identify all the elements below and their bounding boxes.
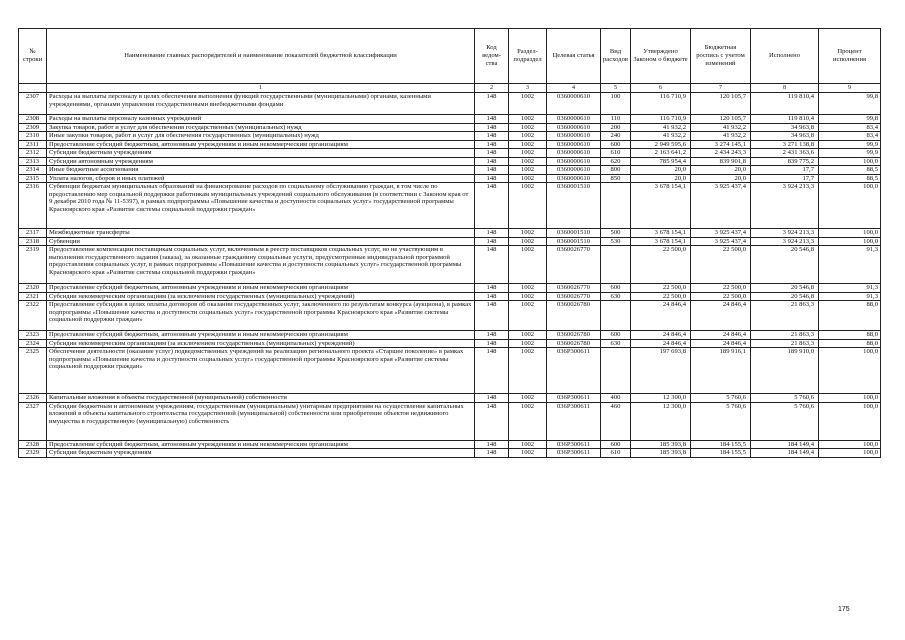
row-exp-type: 460 [601,402,631,440]
row-name: Субсидии автономным учреждениям [47,157,475,166]
row-number: 2308 [19,115,47,124]
row-percent: 91,3 [819,284,881,293]
header-budget-list: Бюджетная роспись с учетом изменений [691,29,751,84]
row-percent: 83,4 [819,123,881,132]
row-percent: 99,9 [819,149,881,158]
row-executed: 20 546,8 [751,284,819,293]
row-number: 2314 [19,166,47,175]
row-approved: 785 954,4 [631,157,691,166]
row-percent: 100,0 [819,348,881,394]
row-executed: 184 149,4 [751,440,819,449]
column-number: 2 [475,84,509,93]
row-name: Межбюджетные трансферты [47,229,475,238]
row-dept-code: 148 [475,174,509,183]
row-number: 2310 [19,132,47,141]
row-target: 036P300611 [547,394,601,403]
table-row [19,140,881,149]
header-executed: Исполнено [751,29,819,84]
row-percent: 100,0 [819,449,881,458]
row-section: 1002 [509,348,547,394]
table-row [19,284,881,293]
row-budget-list: 839 901,8 [691,157,751,166]
row-budget-list: 3 925 437,4 [691,229,751,238]
row-exp-type: 110 [601,115,631,124]
row-target: 0360026780 [547,331,601,340]
row-dept-code: 148 [475,93,509,115]
row-number: 2322 [19,301,47,331]
row-exp-type: 620 [601,157,631,166]
row-exp-type: 530 [601,237,631,246]
row-dept-code: 148 [475,292,509,301]
row-budget-list: 120 105,7 [691,115,751,124]
row-dept-code: 148 [475,166,509,175]
row-executed: 3 924 213,3 [751,183,819,229]
row-percent: 88,0 [819,339,881,348]
row-name: Субсидии некоммерческим организациям (за исключением государственных (муниципальных) учреждений) [47,292,475,301]
column-number: 9 [819,84,881,93]
table-row [19,246,881,284]
row-dept-code: 148 [475,440,509,449]
row-number: 2316 [19,183,47,229]
header-name: Наименование главных распорядителей и наименование показателей бюджетной классификации [47,29,475,84]
row-target: 0360000610 [547,132,601,141]
table-row [19,93,881,115]
row-section: 1002 [509,440,547,449]
row-number: 2328 [19,440,47,449]
row-budget-list: 3 274 145,1 [691,140,751,149]
row-dept-code: 148 [475,140,509,149]
header-dept-code: Код ведом-ства [475,29,509,84]
row-section: 1002 [509,174,547,183]
row-dept-code: 148 [475,301,509,331]
row-name: Предоставление субсидий бюджетным, автономным учреждениям и иным некоммерческим организациям [47,440,475,449]
row-percent: 100,0 [819,402,881,440]
row-section: 1002 [509,149,547,158]
table-row [19,301,881,331]
row-target: 0360000610 [547,140,601,149]
row-number: 2323 [19,331,47,340]
column-number: 5 [601,84,631,93]
column-number: 1 [47,84,475,93]
row-name: Субсидии бюджетным учреждениям [47,449,475,458]
row-exp-type [601,246,631,284]
row-target: 0360000610 [547,123,601,132]
row-dept-code: 148 [475,132,509,141]
row-exp-type [601,301,631,331]
row-dept-code: 148 [475,237,509,246]
row-budget-list: 3 925 437,4 [691,237,751,246]
row-budget-list: 22 500,0 [691,284,751,293]
row-percent: 100,0 [819,440,881,449]
row-budget-list: 22 500,0 [691,246,751,284]
row-section: 1002 [509,229,547,238]
row-approved: 12 300,0 [631,394,691,403]
header-percent: Процент исполнения [819,29,881,84]
row-name: Расходы на выплаты персоналу казенных учреждений [47,115,475,124]
row-budget-list: 24 846,4 [691,331,751,340]
row-section: 1002 [509,394,547,403]
page-number: 175 [838,606,850,613]
row-section: 1002 [509,140,547,149]
table-row [19,348,881,394]
row-exp-type [601,183,631,229]
row-section: 1002 [509,331,547,340]
row-dept-code: 148 [475,449,509,458]
row-name: Субсидии бюджетным и автономным учреждениям, государственным (муниципальным) унитарным предприятиям на осуществление капитальных вложений в объекты капитального строительства государственной (муниципальной) собственности или приобретение объектов недвижимого имущества в государственную (муниципальную) собственность [47,402,475,440]
row-budget-list: 3 925 437,4 [691,183,751,229]
row-approved: 3 678 154,1 [631,229,691,238]
row-number: 2321 [19,292,47,301]
header-row-no: № строки [19,29,47,84]
row-dept-code: 148 [475,123,509,132]
row-name: Субсидии бюджетным учреждениям [47,149,475,158]
row-name: Предоставление субсидии в целях оплаты договоров об оказании государственных услуг, заключенного по результатам конкурса (аукциона), в рамках подпрограммы «Повышение качества и доступности социальных услуг» государственной программы Красноярского края «Развитие системы социальной поддержки граждан» [47,301,475,331]
row-budget-list: 2 434 243,3 [691,149,751,158]
row-target: 0360026770 [547,284,601,293]
header-target: Целевая статья [547,29,601,84]
row-target: 0360000610 [547,166,601,175]
row-target: 036P300611 [547,402,601,440]
row-section: 1002 [509,292,547,301]
row-budget-list: 20,0 [691,174,751,183]
row-percent: 88,0 [819,331,881,340]
row-budget-list: 24 846,4 [691,339,751,348]
row-name: Предоставление компенсации поставщикам социальных услуг, включенным в реестр поставщиков социальных услуг, но не участвующим в выполнении государственного задания (заказа), за оказанные гражданину социальные услуги, предусмотренные индивидуальной программой предоставления социальных услуг, в рамках подпрограммы «Повышение качества и доступности социальных услуг» государственной программы Красноярского края «Развитие системы социальной поддержки граждан» [47,246,475,284]
row-budget-list: 120 105,7 [691,93,751,115]
row-name: Предоставление субсидий бюджетным, автономным учреждениям и иным некоммерческим организациям [47,331,475,340]
row-number: 2326 [19,394,47,403]
column-number [19,84,47,93]
row-exp-type: 600 [601,331,631,340]
row-target: 0360000610 [547,149,601,158]
column-number: 4 [547,84,601,93]
row-executed: 3 924 213,3 [751,237,819,246]
table-row [19,123,881,132]
row-approved: 2 949 595,6 [631,140,691,149]
row-budget-list: 24 846,4 [691,301,751,331]
row-approved: 185 393,8 [631,449,691,458]
row-target: 0360000610 [547,174,601,183]
row-approved: 3 678 154,1 [631,237,691,246]
row-section: 1002 [509,157,547,166]
table-row [19,237,881,246]
row-executed: 5 760,6 [751,402,819,440]
budget-table [18,28,881,458]
row-exp-type: 600 [601,140,631,149]
row-approved: 24 846,4 [631,301,691,331]
row-exp-type: 500 [601,229,631,238]
table-row [19,449,881,458]
row-name: Обеспечение деятельности (оказание услуг) подведомственных учреждений на реализацию регионального проекта «Старшее поколение» в рамках подпрограммы «Повышение качества и доступности социальных услуг» государственной программы Красноярского края «Развитие системы социальной поддержки граждан» [47,348,475,394]
row-approved: 41 932,2 [631,123,691,132]
row-number: 2320 [19,284,47,293]
row-exp-type: 630 [601,339,631,348]
row-section: 1002 [509,115,547,124]
row-number: 2325 [19,348,47,394]
row-dept-code: 148 [475,149,509,158]
row-dept-code: 148 [475,183,509,229]
row-number: 2318 [19,237,47,246]
header-approved: Утверждено Законом о бюджете [631,29,691,84]
row-approved: 12 300,0 [631,402,691,440]
row-number: 2319 [19,246,47,284]
row-name: Уплата налогов, сборов и иных платежей [47,174,475,183]
row-approved: 41 932,2 [631,132,691,141]
table-row [19,440,881,449]
row-executed: 839 775,2 [751,157,819,166]
row-dept-code: 148 [475,348,509,394]
column-number: 6 [631,84,691,93]
table-header-row [19,29,881,84]
row-budget-list: 41 932,2 [691,123,751,132]
row-dept-code: 148 [475,246,509,284]
row-executed: 20 546,8 [751,292,819,301]
column-number: 3 [509,84,547,93]
row-section: 1002 [509,183,547,229]
row-executed: 20 546,8 [751,246,819,284]
row-target: 0360026770 [547,246,601,284]
row-name: Субвенции [47,237,475,246]
row-section: 1002 [509,237,547,246]
row-approved: 116 710,9 [631,93,691,115]
row-executed: 17,7 [751,166,819,175]
row-dept-code: 148 [475,339,509,348]
row-exp-type: 600 [601,440,631,449]
row-percent: 99,8 [819,93,881,115]
row-number: 2313 [19,157,47,166]
row-percent: 100,0 [819,237,881,246]
row-approved: 24 846,4 [631,339,691,348]
row-dept-code: 148 [475,284,509,293]
row-executed: 21 863,3 [751,301,819,331]
row-target: 0360000610 [547,157,601,166]
table-body [19,93,881,458]
row-dept-code: 148 [475,402,509,440]
table-row [19,292,881,301]
row-name: Иные бюджетные ассигнования [47,166,475,175]
row-executed: 119 810,4 [751,115,819,124]
row-name: Субвенции бюджетам муниципальных образований на финансирование расходов по социальному обслуживанию граждан, в том числе по предоставлению мер социальной поддержки работникам муниципальных учреждений социального обслуживания (в соответствии с Законом края от 9 декабря 2010 года № 11-5397), в рамках подпрограммы «Повышение качества и доступности социальных услуг» государственной программы Красноярского края «Развитие системы социальной поддержки граждан» [47,183,475,229]
row-dept-code: 148 [475,331,509,340]
row-target: 0360001510 [547,237,601,246]
row-name: Субсидии некоммерческим организациям (за исключением государственных (муниципальных) учреждений) [47,339,475,348]
row-target: 036P300611 [547,440,601,449]
row-target: 0360000610 [547,115,601,124]
table-row [19,402,881,440]
row-executed: 3 924 213,3 [751,229,819,238]
row-percent: 83,4 [819,132,881,141]
row-section: 1002 [509,301,547,331]
table-row [19,229,881,238]
row-name: Иные закупки товаров, работ и услуг для обеспечения государственных (муниципальных) нужд [47,132,475,141]
row-name: Расходы на выплаты персоналу в целях обеспечения выполнения функций государственными (муниципальными) органами, казенными учреждениями, органами управления государственными внебюджетными фондами [47,93,475,115]
row-executed: 189 910,0 [751,348,819,394]
table-row [19,166,881,175]
row-target: 036P300611 [547,449,601,458]
row-approved: 20,0 [631,174,691,183]
row-target: 0360026770 [547,292,601,301]
table-row [19,183,881,229]
row-percent: 88,0 [819,301,881,331]
row-target: 0360000610 [547,93,601,115]
row-section: 1002 [509,93,547,115]
row-target: 0360001510 [547,183,601,229]
row-executed: 21 863,3 [751,331,819,340]
row-executed: 34 963,8 [751,123,819,132]
row-exp-type: 800 [601,166,631,175]
row-approved: 24 846,4 [631,331,691,340]
budget-table-container [18,28,880,458]
row-percent: 100,0 [819,183,881,229]
row-section: 1002 [509,132,547,141]
row-exp-type [601,348,631,394]
row-executed: 184 149,4 [751,449,819,458]
row-dept-code: 148 [475,115,509,124]
row-number: 2307 [19,93,47,115]
row-exp-type: 200 [601,123,631,132]
column-number: 7 [691,84,751,93]
row-section: 1002 [509,339,547,348]
row-name: Капитальные вложения в объекты государственной (муниципальной) собственности [47,394,475,403]
row-name: Предоставление субсидий бюджетным, автономным учреждениям и иным некоммерческим организациям [47,284,475,293]
row-section: 1002 [509,166,547,175]
row-percent: 88,5 [819,174,881,183]
row-exp-type: 600 [601,284,631,293]
row-section: 1002 [509,284,547,293]
row-executed: 17,7 [751,174,819,183]
row-exp-type: 400 [601,394,631,403]
row-dept-code: 148 [475,394,509,403]
row-section: 1002 [509,246,547,284]
row-exp-type: 630 [601,292,631,301]
table-row [19,149,881,158]
row-target: 0360026780 [547,301,601,331]
row-executed: 2 431 363,6 [751,149,819,158]
row-approved: 3 678 154,1 [631,183,691,229]
row-executed: 21 863,3 [751,339,819,348]
row-number: 2311 [19,140,47,149]
header-exp-type: Вид расходов [601,29,631,84]
header-section: Раздел-подраздел [509,29,547,84]
row-budget-list: 184 155,5 [691,440,751,449]
row-target: 0360026780 [547,339,601,348]
row-exp-type: 100 [601,93,631,115]
row-budget-list: 184 155,5 [691,449,751,458]
table-row [19,157,881,166]
row-number: 2309 [19,123,47,132]
row-target: 0360001510 [547,229,601,238]
row-approved: 20,0 [631,166,691,175]
row-approved: 185 393,8 [631,440,691,449]
row-budget-list: 189 916,1 [691,348,751,394]
table-row [19,115,881,124]
row-approved: 197 693,8 [631,348,691,394]
row-approved: 22 500,0 [631,246,691,284]
row-executed: 3 271 138,8 [751,140,819,149]
table-row [19,331,881,340]
row-approved: 2 163 641,2 [631,149,691,158]
row-section: 1002 [509,449,547,458]
row-exp-type: 610 [601,449,631,458]
row-approved: 22 500,0 [631,292,691,301]
row-percent: 91,3 [819,246,881,284]
row-budget-list: 41 932,2 [691,132,751,141]
row-percent: 100,0 [819,394,881,403]
row-executed: 119 810,4 [751,93,819,115]
table-row [19,394,881,403]
row-exp-type: 610 [601,149,631,158]
row-approved: 22 500,0 [631,284,691,293]
row-budget-list: 20,0 [691,166,751,175]
row-budget-list: 5 760,6 [691,402,751,440]
row-percent: 100,0 [819,229,881,238]
row-executed: 5 760,6 [751,394,819,403]
row-number: 2329 [19,449,47,458]
row-percent: 99,9 [819,140,881,149]
row-dept-code: 148 [475,157,509,166]
table-row [19,339,881,348]
row-percent: 99,8 [819,115,881,124]
table-row [19,132,881,141]
row-percent: 100,0 [819,157,881,166]
table-row [19,174,881,183]
row-section: 1002 [509,402,547,440]
row-target: 036P300611 [547,348,601,394]
row-name: Закупка товаров, работ и услуг для обеспечения государственных (муниципальных) нужд [47,123,475,132]
row-number: 2324 [19,339,47,348]
row-executed: 34 963,8 [751,132,819,141]
row-dept-code: 148 [475,229,509,238]
row-name: Предоставление субсидий бюджетным, автономным учреждениям и иным некоммерческим организациям [47,140,475,149]
row-number: 2327 [19,402,47,440]
column-number-row [19,84,881,93]
column-number: 8 [751,84,819,93]
row-number: 2315 [19,174,47,183]
row-exp-type: 850 [601,174,631,183]
row-approved: 116 710,9 [631,115,691,124]
row-section: 1002 [509,123,547,132]
row-percent: 88,5 [819,166,881,175]
row-budget-list: 5 760,6 [691,394,751,403]
row-budget-list: 22 500,0 [691,292,751,301]
row-number: 2317 [19,229,47,238]
row-number: 2312 [19,149,47,158]
row-percent: 91,3 [819,292,881,301]
row-exp-type: 240 [601,132,631,141]
